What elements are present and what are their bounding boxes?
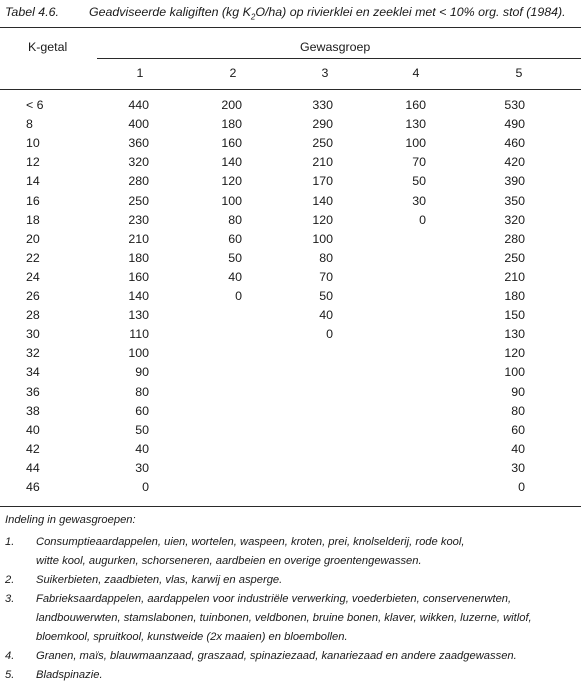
value-cell-group-4: 70: [412, 155, 426, 170]
value-cell-group-3: 40: [319, 308, 333, 323]
table-row: [0, 287, 581, 306]
note-text-line: Bladspinazie.: [36, 669, 103, 681]
kgetal-cell: 24: [26, 269, 40, 284]
table-row: [0, 440, 581, 459]
table-row: [0, 115, 581, 134]
note-item: [5, 669, 577, 688]
header-sub-rule: [97, 58, 581, 59]
kgetal-cell: 32: [26, 346, 40, 361]
note-text-line: witte kool, augurken, schorseneren, aardbeien en overige groentengewassen.: [36, 555, 422, 567]
group-header-2: 2: [229, 66, 237, 80]
value-cell-group-1: 230: [128, 212, 149, 227]
value-cell-group-2: 40: [228, 269, 242, 284]
value-cell-group-4: 160: [405, 98, 426, 112]
value-cell-group-3: 170: [312, 174, 333, 189]
table-row: [0, 268, 581, 287]
kgetal-cell: 18: [26, 212, 40, 227]
kgetal-cell: 20: [26, 231, 40, 246]
table-row: [0, 306, 581, 325]
value-cell-group-4: 30: [412, 193, 426, 208]
group-header-5: 5: [515, 66, 523, 80]
value-cell-group-3: 70: [319, 269, 333, 284]
kgetal-cell: 28: [26, 308, 40, 323]
value-cell-group-5: 250: [504, 250, 525, 265]
table-row: [0, 325, 581, 344]
kgetal-cell: 16: [26, 193, 40, 208]
value-cell-group-1: 400: [128, 117, 149, 132]
table-row: [0, 344, 581, 363]
table-row: [0, 402, 581, 421]
value-cell-group-5: 30: [511, 460, 525, 475]
value-cell-group-4: 50: [412, 174, 426, 189]
title-text-before: Geadviseerde kaligiften (kg K: [89, 5, 251, 19]
table-row: [0, 478, 581, 497]
value-cell-group-1: 110: [129, 327, 149, 342]
kgetal-cell: 30: [26, 327, 40, 342]
value-cell-group-3: 210: [312, 155, 333, 170]
table-row: [0, 96, 581, 115]
value-cell-group-1: 100: [128, 346, 149, 361]
value-cell-group-1: 40: [135, 441, 149, 456]
note-text-line: bloemkool, spruitkool, kunstweide (2x maaien) en bloembollen.: [36, 631, 348, 643]
value-cell-group-4: 130: [405, 117, 426, 132]
value-cell-group-3: 290: [312, 117, 333, 132]
value-cell-group-5: 100: [504, 365, 525, 380]
value-cell-group-3: 80: [319, 250, 333, 265]
note-text-line: Granen, maïs, blauwmaanzaad, graszaad, spinaziezaad, kanariezaad en andere zaadgewassen.: [36, 650, 517, 662]
value-cell-group-1: 30: [135, 460, 149, 475]
value-cell-group-2: 180: [221, 117, 242, 132]
note-item: [5, 593, 577, 650]
note-number: 3.: [5, 593, 15, 605]
table-row: [0, 383, 581, 402]
note-text-line: landbouwerwten, stamslabonen, tuinbonen, veldbonen, bruine bonen, klaver, wikken, luzerne, witlof,: [36, 612, 532, 624]
notes-title: Indeling in gewasgroepen:: [5, 514, 136, 526]
group-header-1: 1: [136, 66, 144, 80]
table-row: [0, 211, 581, 230]
value-cell-group-4: 100: [405, 136, 426, 151]
value-cell-group-3: 100: [312, 231, 333, 246]
value-cell-group-2: 160: [221, 136, 242, 151]
note-item: [5, 650, 577, 669]
value-cell-group-1: 140: [128, 289, 149, 303]
kgetal-cell: 40: [26, 422, 40, 437]
value-cell-group-5: 180: [504, 289, 525, 303]
group-header-4: 4: [412, 66, 420, 80]
value-cell-group-1: 320: [128, 155, 149, 170]
table-row: [0, 421, 581, 440]
value-cell-group-5: 490: [504, 117, 525, 132]
kgetal-cell: 42: [26, 441, 40, 456]
value-cell-group-1: 0: [142, 480, 149, 494]
note-number: 1.: [5, 536, 15, 548]
value-cell-group-5: 0: [518, 480, 525, 494]
kgetal-cell: 26: [26, 289, 40, 303]
value-cell-group-2: 200: [221, 98, 242, 112]
group-header-3: 3: [321, 66, 329, 80]
kgetal-cell: 8: [26, 117, 33, 132]
value-cell-group-3: 140: [312, 193, 333, 208]
value-cell-group-4: 0: [419, 212, 426, 227]
table-row: [0, 363, 581, 382]
value-cell-group-1: 180: [128, 250, 149, 265]
kgetal-cell: 10: [26, 136, 40, 151]
value-cell-group-2: 60: [228, 231, 242, 246]
value-cell-group-5: 530: [504, 98, 525, 112]
table-header: [0, 0, 581, 100]
value-cell-group-2: 80: [228, 212, 242, 227]
value-cell-group-1: 210: [128, 231, 149, 246]
note-text-line: Suikerbieten, zaadbieten, vlas, karwij en asperge.: [36, 574, 283, 586]
value-cell-group-1: 50: [135, 422, 149, 437]
table-body: [0, 96, 581, 506]
kgetal-cell: < 6: [26, 98, 44, 112]
value-cell-group-3: 0: [326, 327, 333, 342]
table-row: [0, 249, 581, 268]
kgetal-cell: 44: [26, 460, 40, 475]
kgetal-cell: 38: [26, 403, 40, 418]
value-cell-group-5: 150: [504, 308, 525, 323]
value-cell-group-5: 120: [504, 346, 525, 361]
value-cell-group-5: 280: [504, 231, 525, 246]
table-row: [0, 230, 581, 249]
header-bottom-rule: [0, 89, 581, 90]
note-number: 5.: [5, 669, 15, 681]
note-text-line: Consumptieaardappelen, uien, wortelen, waspeen, kroten, prei, knolselderij, rode kool,: [36, 536, 465, 548]
value-cell-group-2: 0: [235, 289, 242, 303]
table-row: [0, 172, 581, 191]
value-cell-group-1: 280: [128, 174, 149, 189]
value-cell-group-5: 350: [504, 193, 525, 208]
value-cell-group-2: 140: [221, 155, 242, 170]
value-cell-group-2: 120: [221, 174, 242, 189]
value-cell-group-3: 50: [319, 289, 333, 303]
note-text-line: Fabrieksaardappelen, aardappelen voor industriële verwerking, voederbieten, conservenerwten,: [36, 593, 512, 605]
table-row: [0, 459, 581, 478]
value-cell-group-5: 90: [511, 384, 525, 399]
value-cell-group-1: 160: [128, 269, 149, 284]
value-cell-group-1: 130: [128, 308, 149, 323]
value-cell-group-1: 250: [128, 193, 149, 208]
table-row: [0, 134, 581, 153]
value-cell-group-1: 440: [128, 98, 149, 112]
value-cell-group-1: 80: [135, 384, 149, 399]
value-cell-group-5: 320: [504, 212, 525, 227]
kgetal-header: K-getal: [28, 40, 68, 54]
note-item: [5, 536, 577, 574]
value-cell-group-1: 60: [135, 403, 149, 418]
kgetal-cell: 36: [26, 384, 40, 399]
value-cell-group-3: 120: [312, 212, 333, 227]
value-cell-group-5: 460: [504, 136, 525, 151]
value-cell-group-3: 330: [312, 98, 333, 112]
note-item: [5, 574, 577, 593]
value-cell-group-2: 50: [228, 250, 242, 265]
value-cell-group-5: 40: [511, 441, 525, 456]
value-cell-group-5: 130: [504, 327, 525, 342]
value-cell-group-5: 210: [504, 269, 525, 284]
kgetal-cell: 34: [26, 365, 40, 380]
value-cell-group-5: 60: [511, 422, 525, 437]
table-row: [0, 192, 581, 211]
title-subscript: 2: [250, 12, 256, 22]
note-number: 4.: [5, 650, 15, 662]
value-cell-group-5: 80: [511, 403, 525, 418]
bottom-rule: [0, 506, 581, 507]
kgetal-cell: 14: [26, 174, 40, 189]
value-cell-group-1: 360: [128, 136, 149, 151]
value-cell-group-2: 100: [221, 193, 242, 208]
note-number: 2.: [5, 574, 15, 586]
value-cell-group-3: 250: [312, 136, 333, 151]
value-cell-group-5: 390: [504, 174, 525, 189]
gewasgroep-header: Gewasgroep: [300, 40, 371, 54]
value-cell-group-1: 90: [135, 365, 149, 380]
value-cell-group-5: 420: [504, 155, 525, 170]
table-number: Tabel 4.6.: [5, 5, 59, 19]
table-row: [0, 153, 581, 172]
kgetal-cell: 12: [26, 155, 40, 170]
kgetal-cell: 22: [26, 250, 40, 265]
kgetal-cell: 46: [26, 480, 40, 494]
title-text-mid: O/ha) op rivierklei en zeeklei met < 10% org. stof (1984).: [255, 5, 566, 19]
